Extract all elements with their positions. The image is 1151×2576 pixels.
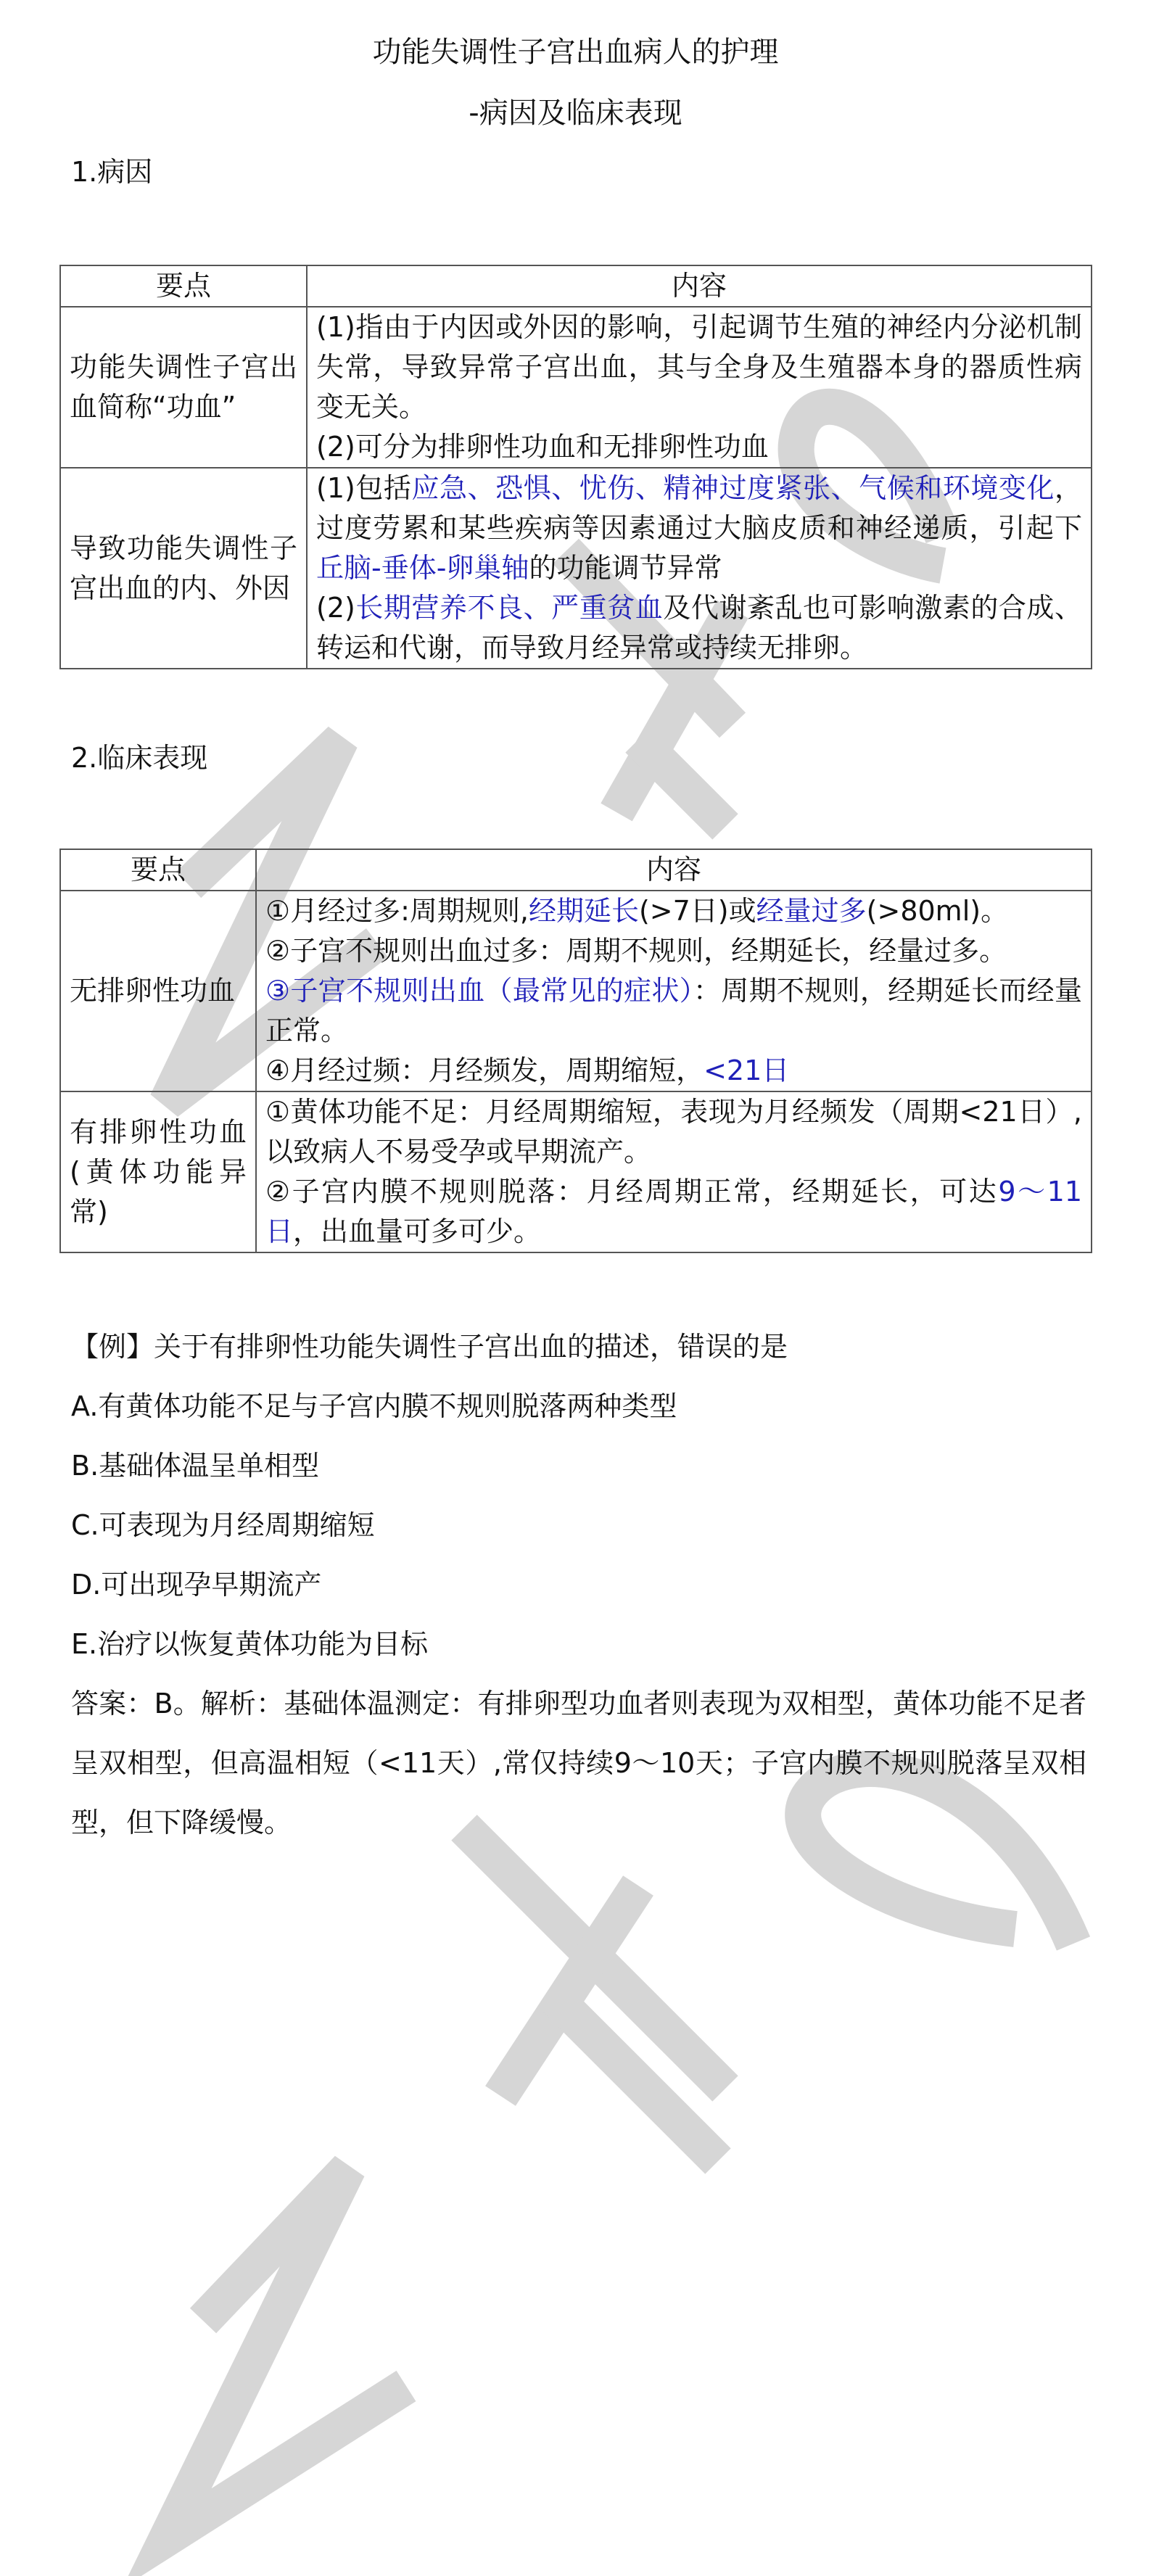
table-header-row [60, 265, 1092, 307]
row-key: 有排卵性功血(黄体功能异常) [60, 1091, 256, 1252]
highlight-text: 经量过多 [756, 895, 867, 927]
content-line: ①月经过多:周期规则,经期延长(>7日)或经量过多(>80ml)。 [265, 895, 1009, 927]
content-line: ②子宫内膜不规则脱落：月经周期正常，经期延长，可达9～11日，出血量可多可少。 [265, 1176, 1082, 1247]
highlight-text: ③子宫不规则出血（最常见的症状） [265, 975, 693, 1007]
row-content [256, 1091, 1092, 1252]
option-a: A.有黄体功能不足与子宫内膜不规则脱落两种类型 [71, 1390, 677, 1422]
option-d: D.可出现孕早期流产 [71, 1569, 322, 1601]
column-header-key: 要点 [60, 849, 256, 891]
row-key: 导致功能失调性子宫出血的内、外因 [60, 468, 307, 669]
highlight-text: 长期营养不良、严重贫血 [355, 592, 664, 624]
content-line: ①黄体功能不足：月经周期缩短，表现为月经频发（周期<21日）,以致病人不易受孕或早期流产。 [265, 1096, 1082, 1168]
row-key: 功能失调性子宫出血简称“功血” [60, 307, 307, 468]
column-header-content: 内容 [256, 849, 1092, 891]
highlight-text: 应急、恐惧、忧伤、精神过度紧张、气候和环境变化 [411, 472, 1055, 504]
row-content [307, 307, 1092, 468]
option-b: B.基础体温呈单相型 [71, 1450, 320, 1482]
section-heading-symptoms: 2.临床表现 [71, 742, 208, 774]
row-key: 无排卵性功血 [60, 891, 256, 1091]
section-heading-causes: 1.病因 [71, 156, 153, 188]
column-header-key: 要点 [60, 265, 307, 307]
content-paragraph: (2)可分为排卵性功血和无排卵性功血 [316, 431, 769, 463]
table-header-row [60, 849, 1092, 891]
table-row [60, 468, 1092, 669]
content-line: ④月经过频：月经频发，周期缩短，<21日 [265, 1054, 790, 1086]
table-row [60, 1091, 1092, 1252]
causes-table [59, 265, 1092, 669]
option-e: E.治疗以恢复黄体功能为目标 [71, 1628, 429, 1660]
content-paragraph: (2)长期营养不良、严重贫血及代谢紊乱也可影响激素的合成、转运和代谢，而导致月经异常或持续无排卵。 [316, 592, 1082, 664]
content-paragraph: (1)包括应急、恐惧、忧伤、精神过度紧张、气候和环境变化，过度劳累和某些疾病等因素通过大脑皮质和神经递质，引起下丘脑-垂体-卵巢轴的功能调节异常 [316, 472, 1082, 584]
page-title: 功能失调性子宫出血病人的护理 [372, 36, 779, 69]
highlight-text: 丘脑-垂体-卵巢轴 [316, 552, 529, 584]
page-subtitle: -病因及临床表现 [469, 96, 682, 130]
question-text: 【例】关于有排卵性功能失调性子宫出血的描述，错误的是 [71, 1331, 788, 1363]
symptoms-table [59, 849, 1092, 1253]
table-row [60, 891, 1092, 1091]
column-header-content: 内容 [307, 265, 1092, 307]
content-paragraph: (1)指由于内因或外因的影响，引起调节生殖的神经内分泌机制失常，导致异常子宫出血，其与全身及生殖器本身的器质性病变无关。 [316, 311, 1082, 423]
watermark-letter-k [464, 1828, 725, 2089]
content-line: ②子宫不规则出血过多：周期不规则，经期延长，经量过多。 [265, 935, 1007, 967]
content-line: ③子宫不规则出血（最常见的症状）：周期不规则，经期延长而经量正常。 [265, 975, 1082, 1046]
highlight-text: <21日 [704, 1054, 790, 1086]
table-row [60, 307, 1092, 468]
highlight-text: 经期延长 [528, 895, 639, 927]
row-content [256, 891, 1092, 1091]
example-question-block [71, 1317, 1086, 1852]
row-content [307, 468, 1092, 669]
watermark-letter-z [167, 2168, 406, 2538]
answer-explanation: 答案：B。解析：基础体温测定：有排卵型功血者则表现为双相型，黄体功能不足者呈双相型，但高温相短（<11天）,常仅持续9～10天；子宫内膜不规则脱落呈双相型，但下降缓慢。 [71, 1688, 1086, 1838]
option-c: C.可表现为月经周期缩短 [71, 1509, 375, 1541]
highlight-text: 9～11日 [265, 1176, 1082, 1247]
